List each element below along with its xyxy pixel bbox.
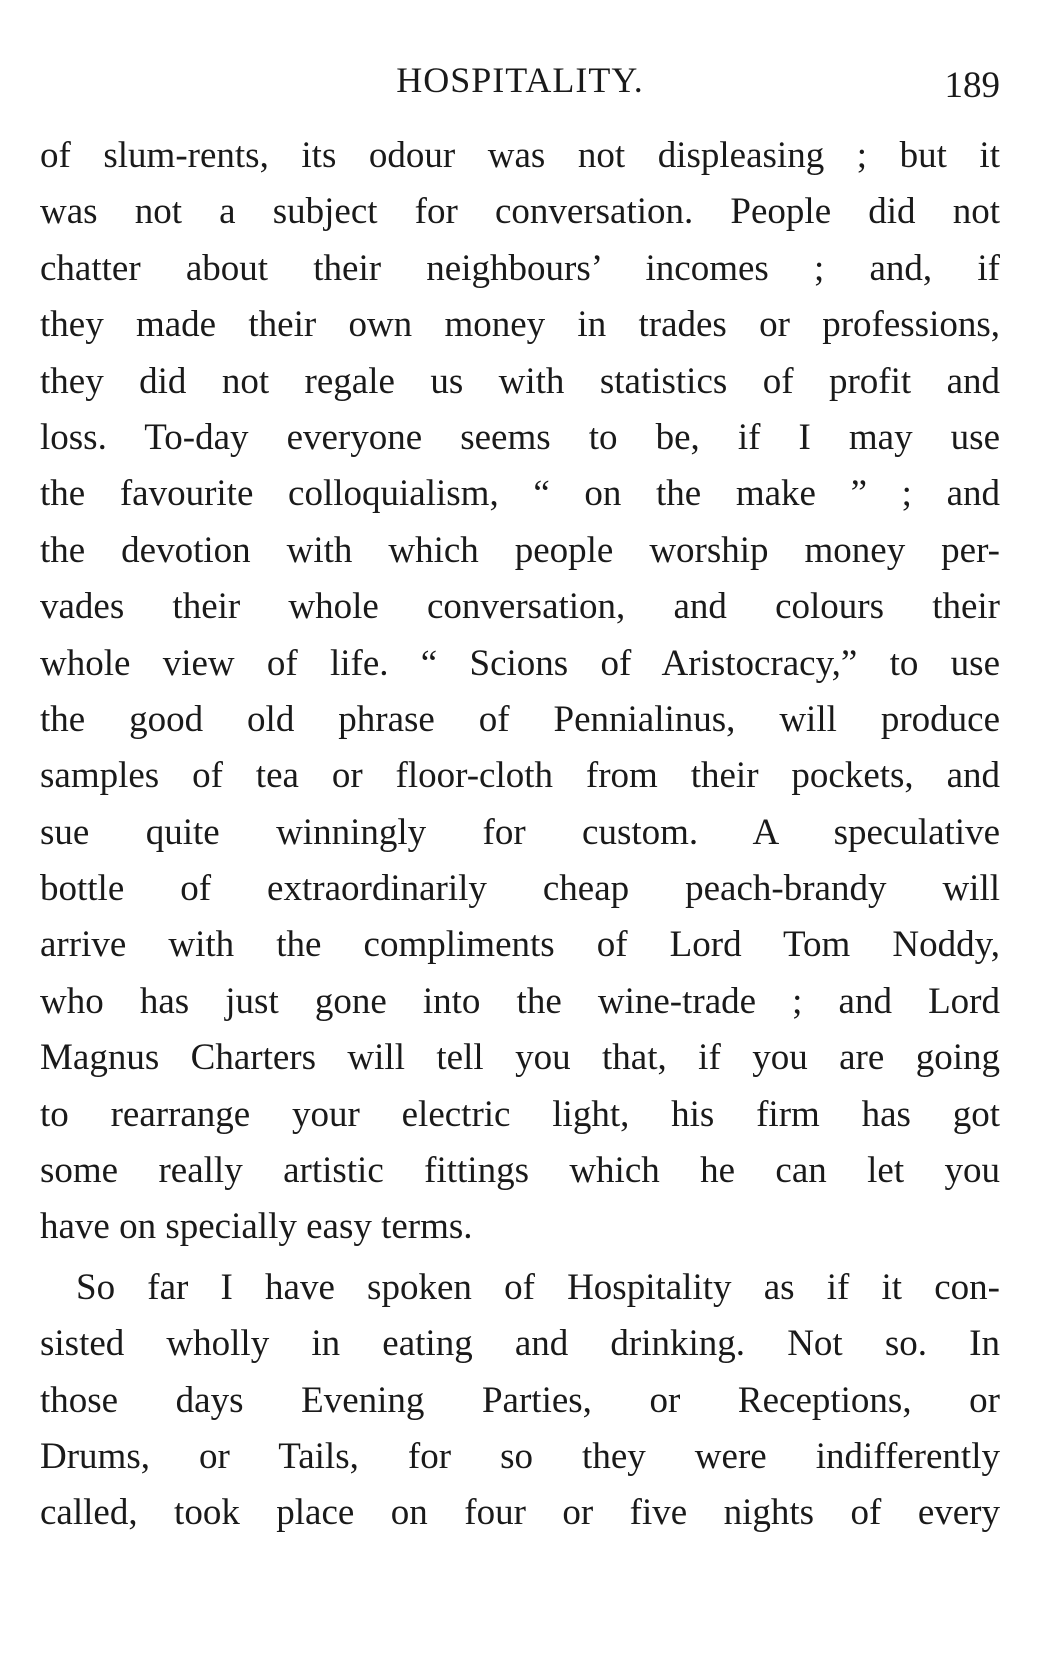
text-line: who has just gone into the wine-trade ; and Lord	[40, 980, 1000, 1022]
text-line: of slum-rents, its odour was not displeasing ; but it	[40, 135, 1000, 176]
text-line: the devotion with which people worship money per-	[40, 529, 1000, 571]
text-line: Magnus Charters will tell you that, if you are going	[40, 1037, 1000, 1079]
text-line: vades their whole conversation, and colours their	[40, 586, 1000, 628]
text-line: have on specially easy terms.	[40, 1206, 473, 1248]
text-line: sisted wholly in eating and drinking. Not so. In	[40, 1323, 1000, 1365]
text-line: to rearrange your electric light, his firm has got	[40, 1093, 1000, 1135]
text-line: they made their own money in trades or professions,	[40, 304, 1000, 346]
text-line: samples of tea or floor-cloth from their pockets, and	[40, 755, 1000, 797]
text-line: called, took place on four or five nights of every	[40, 1492, 1000, 1534]
text-line: whole view of life. “ Scions of Aristocracy,” to use	[40, 642, 1000, 684]
text-line: arrive with the compliments of Lord Tom Noddy,	[40, 924, 1000, 966]
text-line: bottle of extraordinarily cheap peach-brandy will	[40, 868, 1000, 910]
text-line: sue quite winningly for custom. A speculative	[40, 811, 1000, 853]
text-line: the good old phrase of Pennialinus, will produce	[40, 698, 1000, 740]
text-line: was not a subject for conversation. People did not	[40, 191, 1000, 233]
page-number: 189	[944, 65, 1000, 106]
running-title: HOSPITALITY.	[396, 60, 644, 100]
paragraph-1	[40, 128, 1000, 1256]
text-line: Drums, or Tails, for so they were indifferently	[40, 1435, 1000, 1477]
text-line: So far I have spoken of Hospitality as if it con-	[76, 1266, 1000, 1308]
text-line: loss. To-day everyone seems to be, if I may use	[40, 416, 1000, 458]
text-line: the favourite colloquialism, “ on the make ” ; and	[40, 473, 1000, 515]
text-line: they did not regale us with statistics of profit and	[40, 360, 1000, 402]
text-line: those days Evening Parties, or Receptions, or	[40, 1379, 1000, 1421]
text-line: chatter about their neighbours’ incomes ; and, if	[40, 247, 1000, 289]
running-head	[40, 56, 1000, 104]
body-text	[40, 128, 1000, 1542]
text-line: some really artistic fittings which he can let you	[40, 1150, 1000, 1192]
paragraph-2	[40, 1260, 1000, 1542]
